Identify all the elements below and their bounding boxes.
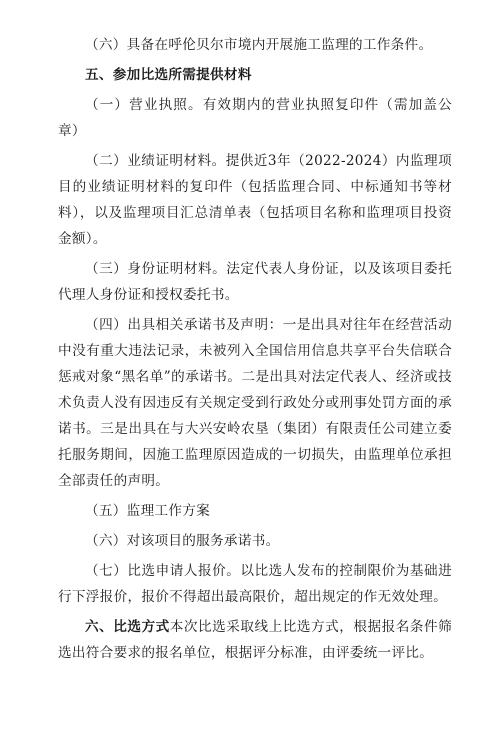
material-item-4: （四）出具相关承诺书及声明：一是出具对往年在经营活动中没有重大违法记录，未被列入全国信用信息共享平台失信联合惩戒对象“黑名单”的承诺书。二是出具对法定代表人、经济或技术负责人没有因违反有关规定受到行政处分或刑事处罚方面的承诺书。三是出具在与大兴安岭农垦（集团）有限责任公司建立委托服务期间，因施工监理原因造成的一切损失，由监理单位承担全部责任的声明。 [58,317,452,489]
material-item-3: （三）身份证明材料。法定代表人身份证，以及该项目委托代理人身份证和授权委托书。 [58,261,452,303]
material-item-5: （五）监理工作方案 [85,503,211,519]
material-item-7: （七）比选申请人报价。以比选人发布的控制限价为基础进行下浮报价，报价不得超出最高限价，超出规定的作无效处理。 [58,563,452,605]
section-6-paragraph [58,614,452,666]
requirement-item-6: （六）具备在呼伦贝尔市境内开展施工监理的工作条件。 [85,37,433,53]
material-item-1: （一）营业执照。有效期内的营业执照复印件（需加盖公章） [58,97,452,139]
material-item-6: （六）对该项目的服务承诺书。 [85,533,280,549]
section-5-heading: 五、参加比选所需提供材料 [85,67,252,83]
section-6-heading: 六、比选方式 [85,619,170,635]
document-body [58,32,452,670]
section-6-body: 本次比选采取线上比选方式，根据报名条件筛选出符合要求的报名单位，根据评分标准，由评委统一评比。 [58,619,452,661]
material-item-2: （二）业绩证明材料。提供近3年（2022-2024）内监理项目的业绩证明材料的复印件（包括监理合同、中标通知书等材料），以及监理项目汇总清单表（包括项目名称和监理项目投资金额）。 [58,153,452,247]
